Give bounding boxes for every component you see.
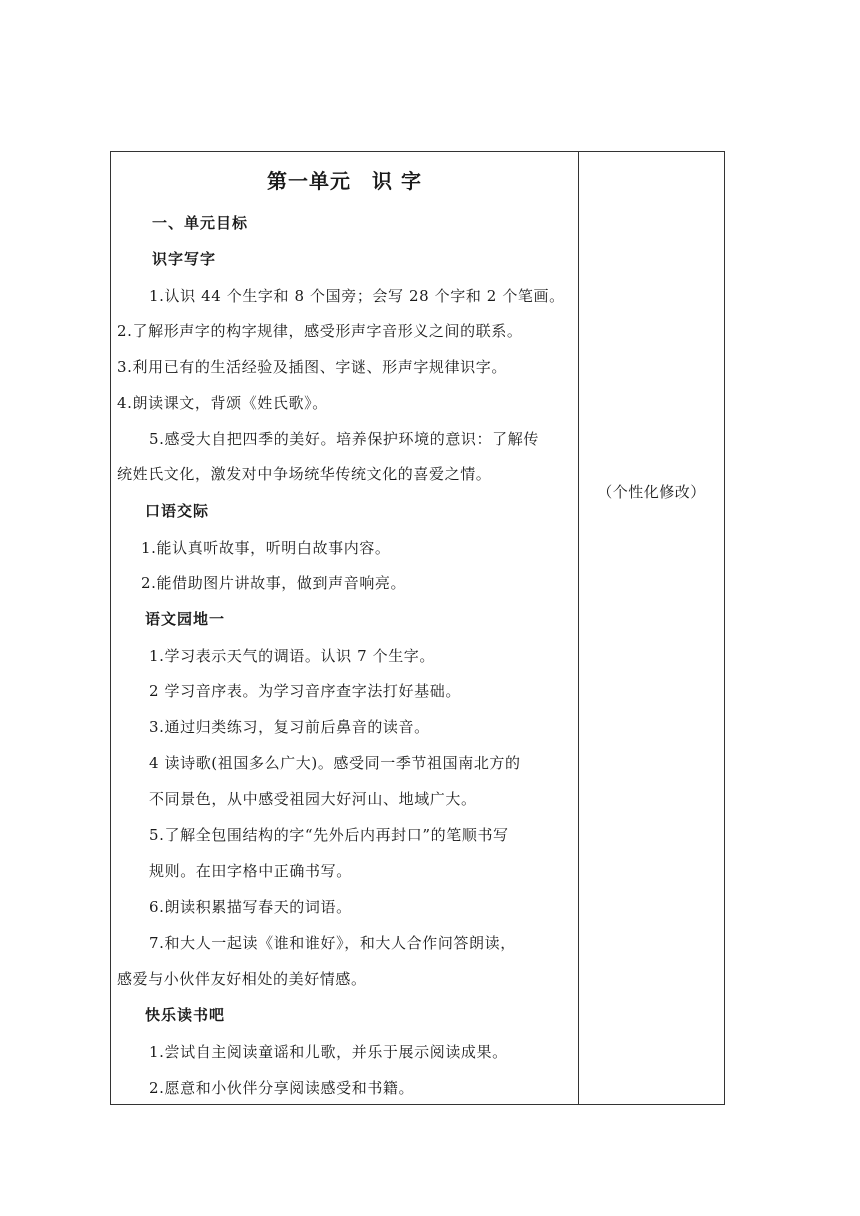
garden-item: 感爱与小伙伴友好相处的美好情感。: [117, 970, 367, 988]
literacy-item: 2.了解形声字的构字规律，感受形声字音形义之间的联系。: [117, 322, 523, 340]
garden-item: 2 学习音序表。为学习音序查字法打好基础。: [149, 682, 461, 700]
unit-plan-table: [110, 151, 725, 1105]
garden-item: 4 读诗歌(祖国多么广大)。感受同一季节祖国南北方的: [149, 754, 521, 772]
section-heading: 一、单元目标: [152, 214, 249, 232]
reading-item: 2.愿意和小伙伴分享阅读感受和书籍。: [149, 1079, 415, 1097]
literacy-item: 统姓氏文化，激发对中争场统华传统文化的喜爱之情。: [117, 465, 492, 483]
personalized-edit-note: （个性化修改）: [597, 483, 706, 501]
reading-heading: 快乐读书吧: [145, 1006, 226, 1024]
oral-item: 2.能借助图片讲故事，做到声音响亮。: [141, 574, 407, 592]
literacy-item: 5.感受大自把四季的美好。培养保护环境的意识：了解传: [149, 430, 539, 448]
content-cell: [111, 152, 579, 1104]
garden-item: 规则。在田字格中正确书写。: [149, 862, 352, 880]
literacy-item: 1.认识 44 个生字和 8 个国旁；会写 28 个字和 2 个笔画。: [149, 287, 565, 305]
oral-item: 1.能认真听故事，听明白故事内容。: [141, 539, 391, 557]
garden-item: 1.学习表示天气的调语。认识 7 个生字。: [149, 647, 435, 665]
garden-item: 6.朗读积累描写春天的词语。: [149, 898, 352, 916]
garden-item: 不同景色，从中感受祖园大好河山、地域广大。: [149, 790, 477, 808]
garden-item: 5.了解全包围结构的字“先外后内再封口”的笔顺书写: [149, 826, 509, 844]
unit-title: 第一单元 识 字: [267, 169, 422, 193]
literacy-item: 3.利用已有的生活经验及插图、字谜、形声字规律识字。: [117, 358, 507, 376]
garden-item: 7.和大人一起读《谁和谁好》，和大人合作问答朗读，: [149, 934, 516, 952]
oral-heading: 口语交际: [145, 502, 210, 520]
notes-cell: [579, 152, 724, 1104]
reading-item: 1.尝试自主阅读童谣和儿歌，并乐于展示阅读成果。: [149, 1043, 508, 1061]
literacy-heading: 识字写字: [152, 250, 217, 268]
garden-heading: 语文园地一: [145, 610, 226, 628]
literacy-item: 4.朗读课文，背颂《姓氏歌》。: [117, 394, 328, 412]
garden-item: 3.通过归类练习，复习前后鼻音的读音。: [149, 718, 430, 736]
